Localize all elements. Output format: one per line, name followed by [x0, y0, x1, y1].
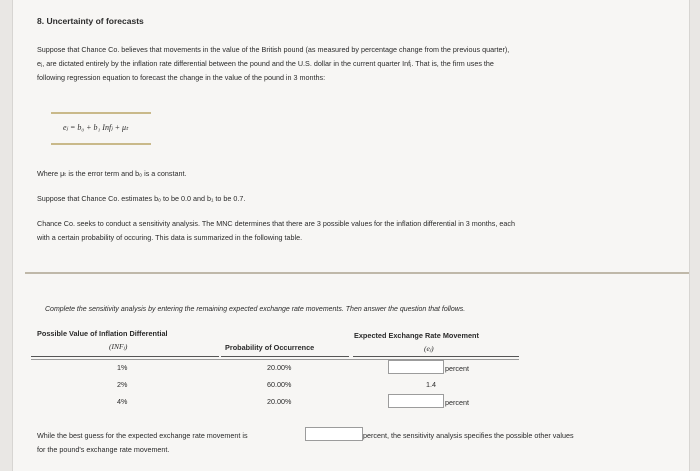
row2-inflation: 2%: [117, 380, 128, 389]
intro-line-1: Suppose that Chance Co. believes that movements in the value of the British pound (as measured by percentage change from the previous quarter),: [37, 45, 510, 54]
row1-probability: 20.00%: [267, 363, 292, 372]
best-guess-input[interactable]: [305, 427, 363, 441]
row3-probability: 20.00%: [267, 397, 292, 406]
table-rule: [31, 356, 219, 357]
table-rule: [221, 356, 349, 357]
header-movement: Expected Exchange Rate Movement: [354, 331, 479, 340]
regression-equation: eⱼ = b₀ + b₁ Infⱼ + μₜ: [63, 123, 129, 132]
intro-line-3: following regression equation to forecast the change in the value of the pound in 3 months:: [37, 73, 326, 82]
row2-movement: 1.4: [426, 380, 436, 389]
question-page: [12, 0, 690, 471]
row1-movement-input[interactable]: [388, 360, 444, 374]
where-text: Where μₜ is the error term and b₀ is a constant.: [37, 169, 187, 178]
sensitivity-line-1: Chance Co. seeks to conduct a sensitivity analysis. The MNC determines that there are 3 possible values for the inflation differential in 3 months, each: [37, 219, 515, 228]
header-inflation-sub: (INFⱼ): [109, 342, 128, 351]
row3-unit: percent: [445, 398, 469, 407]
section-divider: [25, 272, 689, 274]
sensitivity-line-2: with a certain probability of occuring. This data is summarized in the following table.: [37, 233, 303, 242]
table-rule-light: [31, 359, 519, 360]
row3-inflation: 4%: [117, 397, 128, 406]
estimates-text: Suppose that Chance Co. estimates b₀ to be 0.0 and b₁ to be 0.7.: [37, 194, 246, 203]
row2-probability: 60.00%: [267, 380, 292, 389]
followup-text-after: percent, the sensitivity analysis specifies the possible other values: [363, 431, 574, 440]
header-probability: Probability of Occurrence: [225, 343, 315, 352]
followup-text-before: While the best guess for the expected exchange rate movement is: [37, 431, 248, 440]
row1-inflation: 1%: [117, 363, 128, 372]
equation-box: [51, 112, 151, 145]
question-heading: 8. Uncertainty of forecasts: [37, 16, 144, 26]
header-inflation: Possible Value of Inflation Differential: [37, 329, 168, 338]
task-instruction: Complete the sensitivity analysis by entering the remaining expected exchange rate movements. Then answer the question that follows.: [45, 306, 466, 313]
followup-text-line2: for the pound's exchange rate movement.: [37, 445, 170, 454]
row3-movement-input[interactable]: [388, 394, 444, 408]
intro-line-2: eⱼ, are dictated entirely by the inflation rate differential between the pound and the U.S. dollar in the current quarter Infⱼ. That is, the firm uses the: [37, 59, 494, 68]
table-rule: [353, 356, 519, 357]
row1-unit: percent: [445, 364, 469, 373]
header-movement-sub: (eⱼ): [424, 344, 434, 353]
